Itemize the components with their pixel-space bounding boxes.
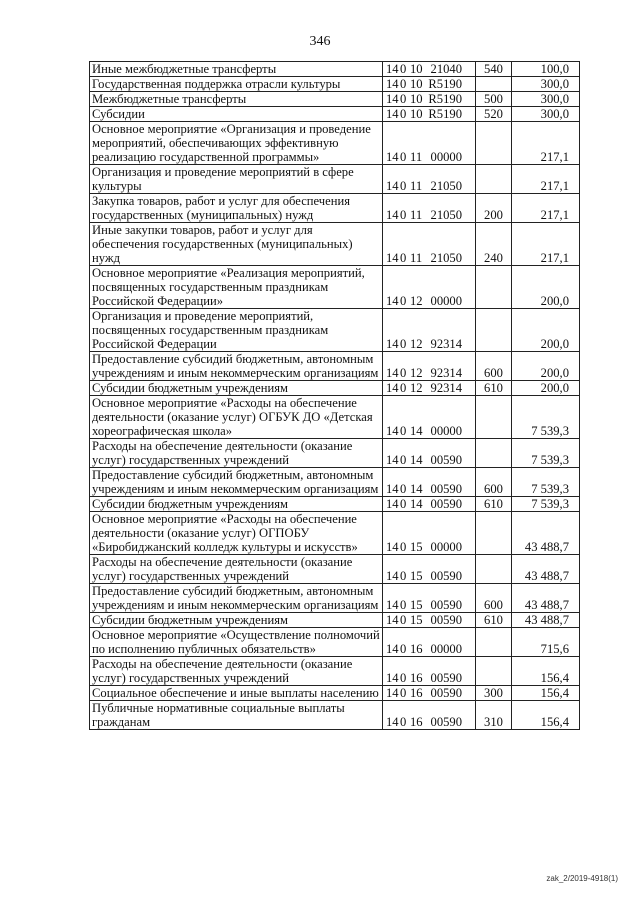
- code-part: 0: [400, 150, 407, 164]
- expense-type-code: [476, 165, 512, 194]
- code-part: R5190: [428, 92, 462, 106]
- code-part: 0: [400, 77, 407, 91]
- code-part: 14: [386, 482, 399, 496]
- code-part: 15: [410, 613, 423, 627]
- code-part: 0: [400, 179, 407, 193]
- code-part: 14: [386, 686, 399, 700]
- expense-type-code: [476, 439, 512, 468]
- target-article-code: [383, 512, 476, 555]
- expense-name: Основное мероприятие «Реализация мероприятий, посвященных государственным праздникам Российской Федерации»: [90, 266, 383, 309]
- code-part: 14: [386, 424, 399, 438]
- code-part: 0: [400, 294, 407, 308]
- target-article-code: [383, 468, 476, 497]
- code-part: 14: [386, 179, 399, 193]
- code-part: 14: [410, 497, 423, 511]
- table-row: [90, 122, 580, 165]
- table-row: [90, 352, 580, 381]
- expense-type-code: [476, 309, 512, 352]
- code-part: 10: [410, 77, 423, 91]
- code-part: 0: [400, 598, 407, 612]
- code-part: 00000: [430, 642, 462, 656]
- table-row: [90, 266, 580, 309]
- table-row: [90, 657, 580, 686]
- code-part: 0: [400, 569, 407, 583]
- code-part: 15: [410, 569, 423, 583]
- table-row: [90, 701, 580, 730]
- expense-type-code: 610: [476, 497, 512, 512]
- code-part: 14: [410, 453, 423, 467]
- expense-type-code: 610: [476, 613, 512, 628]
- table-row: [90, 497, 580, 512]
- expense-type-code: [476, 77, 512, 92]
- code-part: 21050: [430, 251, 462, 265]
- target-article-code: [383, 686, 476, 701]
- table-row: [90, 107, 580, 122]
- code-part: 0: [400, 497, 407, 511]
- code-part: 14: [386, 107, 399, 121]
- table-row: [90, 62, 580, 77]
- code-part: 14: [386, 642, 399, 656]
- budget-table: [89, 61, 580, 730]
- code-part: 14: [386, 453, 399, 467]
- target-article-code: [383, 194, 476, 223]
- code-part: 00590: [430, 497, 462, 511]
- target-article-code: [383, 628, 476, 657]
- code-part: 00590: [430, 598, 462, 612]
- amount: 715,6: [512, 628, 580, 657]
- code-part: 12: [410, 337, 423, 351]
- expense-type-code: 500: [476, 92, 512, 107]
- table-row: [90, 194, 580, 223]
- amount: 100,0: [512, 62, 580, 77]
- code-part: 00000: [430, 424, 462, 438]
- target-article-code: [383, 584, 476, 613]
- expense-type-code: [476, 122, 512, 165]
- code-part: 11: [410, 150, 423, 164]
- target-article-code: [383, 62, 476, 77]
- footer-document-code: zak_2/2019-4918(1): [546, 874, 618, 883]
- table-row: [90, 613, 580, 628]
- code-part: 14: [386, 337, 399, 351]
- amount: 7 539,3: [512, 497, 580, 512]
- target-article-code: [383, 497, 476, 512]
- expense-name: Основное мероприятие «Расходы на обеспечение деятельности (оказание услуг) ОГПОБУ «Биробиджанский колледж культуры и искусств»: [90, 512, 383, 555]
- target-article-code: [383, 92, 476, 107]
- code-part: 10: [410, 107, 423, 121]
- code-part: 14: [386, 381, 399, 395]
- code-part: 92314: [430, 366, 462, 380]
- code-part: 0: [400, 671, 407, 685]
- table-row: [90, 468, 580, 497]
- expense-name: Субсидии бюджетным учреждениям: [90, 381, 383, 396]
- code-part: 14: [386, 497, 399, 511]
- code-part: 00590: [430, 671, 462, 685]
- table-row: [90, 77, 580, 92]
- target-article-code: [383, 613, 476, 628]
- amount: 217,1: [512, 223, 580, 266]
- expense-type-code: [476, 628, 512, 657]
- expense-name: Расходы на обеспечение деятельности (оказание услуг) государственных учреждений: [90, 439, 383, 468]
- code-part: 21050: [430, 208, 462, 222]
- expense-name: Предоставление субсидий бюджетным, автономным учреждениям и иным некоммерческим организациям: [90, 468, 383, 497]
- code-part: 16: [410, 671, 423, 685]
- code-part: 10: [410, 62, 423, 76]
- expense-name: Расходы на обеспечение деятельности (оказание услуг) государственных учреждений: [90, 657, 383, 686]
- amount: 200,0: [512, 352, 580, 381]
- amount: 43 488,7: [512, 584, 580, 613]
- amount: 7 539,3: [512, 468, 580, 497]
- code-part: 16: [410, 642, 423, 656]
- target-article-code: [383, 701, 476, 730]
- expense-name: Основное мероприятие «Осуществление полномочий по исполнению публичных обязательств»: [90, 628, 383, 657]
- amount: 7 539,3: [512, 439, 580, 468]
- code-part: 00590: [430, 613, 462, 627]
- expense-type-code: 600: [476, 352, 512, 381]
- code-part: 92314: [430, 381, 462, 395]
- target-article-code: [383, 657, 476, 686]
- code-part: 0: [400, 424, 407, 438]
- code-part: 14: [386, 715, 399, 729]
- code-part: 14: [386, 92, 399, 106]
- code-part: 0: [400, 337, 407, 351]
- target-article-code: [383, 555, 476, 584]
- code-part: R5190: [428, 77, 462, 91]
- code-part: R5190: [428, 107, 462, 121]
- target-article-code: [383, 165, 476, 194]
- amount: 217,1: [512, 122, 580, 165]
- code-part: 0: [400, 540, 407, 554]
- code-part: 10: [410, 92, 423, 106]
- code-part: 14: [410, 482, 423, 496]
- target-article-code: [383, 381, 476, 396]
- amount: 156,4: [512, 701, 580, 730]
- expense-name: Основное мероприятие «Расходы на обеспечение деятельности (оказание услуг) ОГБУК ДО «Детская хореографическая школа»: [90, 396, 383, 439]
- amount: 300,0: [512, 107, 580, 122]
- expense-type-code: 600: [476, 584, 512, 613]
- expense-name: Предоставление субсидий бюджетным, автономным учреждениям и иным некоммерческим организациям: [90, 352, 383, 381]
- expense-type-code: [476, 512, 512, 555]
- expense-name: Иные межбюджетные трансферты: [90, 62, 383, 77]
- target-article-code: [383, 439, 476, 468]
- table-row: [90, 92, 580, 107]
- code-part: 0: [400, 686, 407, 700]
- expense-name: Основное мероприятие «Организация и проведение мероприятий, обеспечивающих эффективную реализацию государственной программы»: [90, 122, 383, 165]
- expense-name: Публичные нормативные социальные выплаты гражданам: [90, 701, 383, 730]
- amount: 200,0: [512, 381, 580, 396]
- amount: 217,1: [512, 194, 580, 223]
- code-part: 0: [400, 715, 407, 729]
- code-part: 12: [410, 366, 423, 380]
- target-article-code: [383, 266, 476, 309]
- expense-name: Иные закупки товаров, работ и услуг для обеспечения государственных (муниципальных) нужд: [90, 223, 383, 266]
- amount: 217,1: [512, 165, 580, 194]
- code-part: 14: [386, 540, 399, 554]
- code-part: 0: [400, 381, 407, 395]
- table-row: [90, 396, 580, 439]
- table-row: [90, 555, 580, 584]
- amount: 43 488,7: [512, 555, 580, 584]
- expense-name: Субсидии бюджетным учреждениям: [90, 613, 383, 628]
- amount: 7 539,3: [512, 396, 580, 439]
- code-part: 16: [410, 686, 423, 700]
- expense-type-code: 600: [476, 468, 512, 497]
- expense-name: Социальное обеспечение и иные выплаты населению: [90, 686, 383, 701]
- code-part: 14: [386, 366, 399, 380]
- expense-name: Организация и проведение мероприятий в сфере культуры: [90, 165, 383, 194]
- code-part: 11: [410, 179, 423, 193]
- code-part: 00000: [430, 540, 462, 554]
- code-part: 15: [410, 598, 423, 612]
- code-part: 11: [410, 251, 423, 265]
- code-part: 12: [410, 381, 423, 395]
- target-article-code: [383, 223, 476, 266]
- table-row: [90, 381, 580, 396]
- expense-name: Закупка товаров, работ и услуг для обеспечения государственных (муниципальных) нужд: [90, 194, 383, 223]
- table-row: [90, 439, 580, 468]
- code-part: 0: [400, 62, 407, 76]
- code-part: 14: [386, 671, 399, 685]
- expense-type-code: [476, 396, 512, 439]
- code-part: 00590: [430, 715, 462, 729]
- code-part: 14: [386, 77, 399, 91]
- amount: 300,0: [512, 77, 580, 92]
- expense-name: Расходы на обеспечение деятельности (оказание услуг) государственных учреждений: [90, 555, 383, 584]
- table-row: [90, 584, 580, 613]
- code-part: 0: [400, 107, 407, 121]
- code-part: 0: [400, 482, 407, 496]
- expense-type-code: [476, 657, 512, 686]
- expense-name: Субсидии: [90, 107, 383, 122]
- code-part: 00590: [430, 569, 462, 583]
- amount: 156,4: [512, 657, 580, 686]
- expense-type-code: 200: [476, 194, 512, 223]
- target-article-code: [383, 396, 476, 439]
- expense-type-code: 520: [476, 107, 512, 122]
- code-part: 14: [386, 150, 399, 164]
- code-part: 0: [400, 366, 407, 380]
- amount: 156,4: [512, 686, 580, 701]
- table-row: [90, 223, 580, 266]
- code-part: 14: [386, 208, 399, 222]
- table-row: [90, 628, 580, 657]
- code-part: 0: [400, 208, 407, 222]
- expense-type-code: 540: [476, 62, 512, 77]
- table-row: [90, 512, 580, 555]
- code-part: 92314: [430, 337, 462, 351]
- code-part: 0: [400, 642, 407, 656]
- code-part: 00590: [430, 686, 462, 700]
- code-part: 00590: [430, 482, 462, 496]
- code-part: 14: [386, 251, 399, 265]
- expense-name: Предоставление субсидий бюджетным, автономным учреждениям и иным некоммерческим организациям: [90, 584, 383, 613]
- page-number: 346: [309, 34, 331, 49]
- code-part: 00590: [430, 453, 462, 467]
- code-part: 21050: [430, 179, 462, 193]
- target-article-code: [383, 122, 476, 165]
- amount: 300,0: [512, 92, 580, 107]
- expense-type-code: 240: [476, 223, 512, 266]
- expense-type-code: [476, 266, 512, 309]
- expense-name: Государственная поддержка отрасли культуры: [90, 77, 383, 92]
- amount: 43 488,7: [512, 512, 580, 555]
- table-row: [90, 309, 580, 352]
- code-part: 0: [400, 453, 407, 467]
- code-part: 12: [410, 294, 423, 308]
- expense-name: Субсидии бюджетным учреждениям: [90, 497, 383, 512]
- expense-type-code: 300: [476, 686, 512, 701]
- code-part: 16: [410, 715, 423, 729]
- code-part: 0: [400, 251, 407, 265]
- code-part: 14: [386, 569, 399, 583]
- target-article-code: [383, 352, 476, 381]
- amount: 43 488,7: [512, 613, 580, 628]
- expense-name: Межбюджетные трансферты: [90, 92, 383, 107]
- code-part: 0: [400, 613, 407, 627]
- table-row: [90, 165, 580, 194]
- expense-type-code: 610: [476, 381, 512, 396]
- target-article-code: [383, 77, 476, 92]
- table-row: [90, 686, 580, 701]
- expense-type-code: 310: [476, 701, 512, 730]
- expense-name: Организация и проведение мероприятий, посвященных государственным праздникам Российской Федерации: [90, 309, 383, 352]
- target-article-code: [383, 107, 476, 122]
- code-part: 14: [386, 598, 399, 612]
- code-part: 00000: [430, 294, 462, 308]
- amount: 200,0: [512, 309, 580, 352]
- expense-type-code: [476, 555, 512, 584]
- target-article-code: [383, 309, 476, 352]
- code-part: 14: [386, 294, 399, 308]
- code-part: 21040: [430, 62, 462, 76]
- code-part: 14: [386, 62, 399, 76]
- code-part: 15: [410, 540, 423, 554]
- amount: 200,0: [512, 266, 580, 309]
- code-part: 0: [400, 92, 407, 106]
- code-part: 14: [386, 613, 399, 627]
- code-part: 11: [410, 208, 423, 222]
- code-part: 00000: [430, 150, 462, 164]
- code-part: 14: [410, 424, 423, 438]
